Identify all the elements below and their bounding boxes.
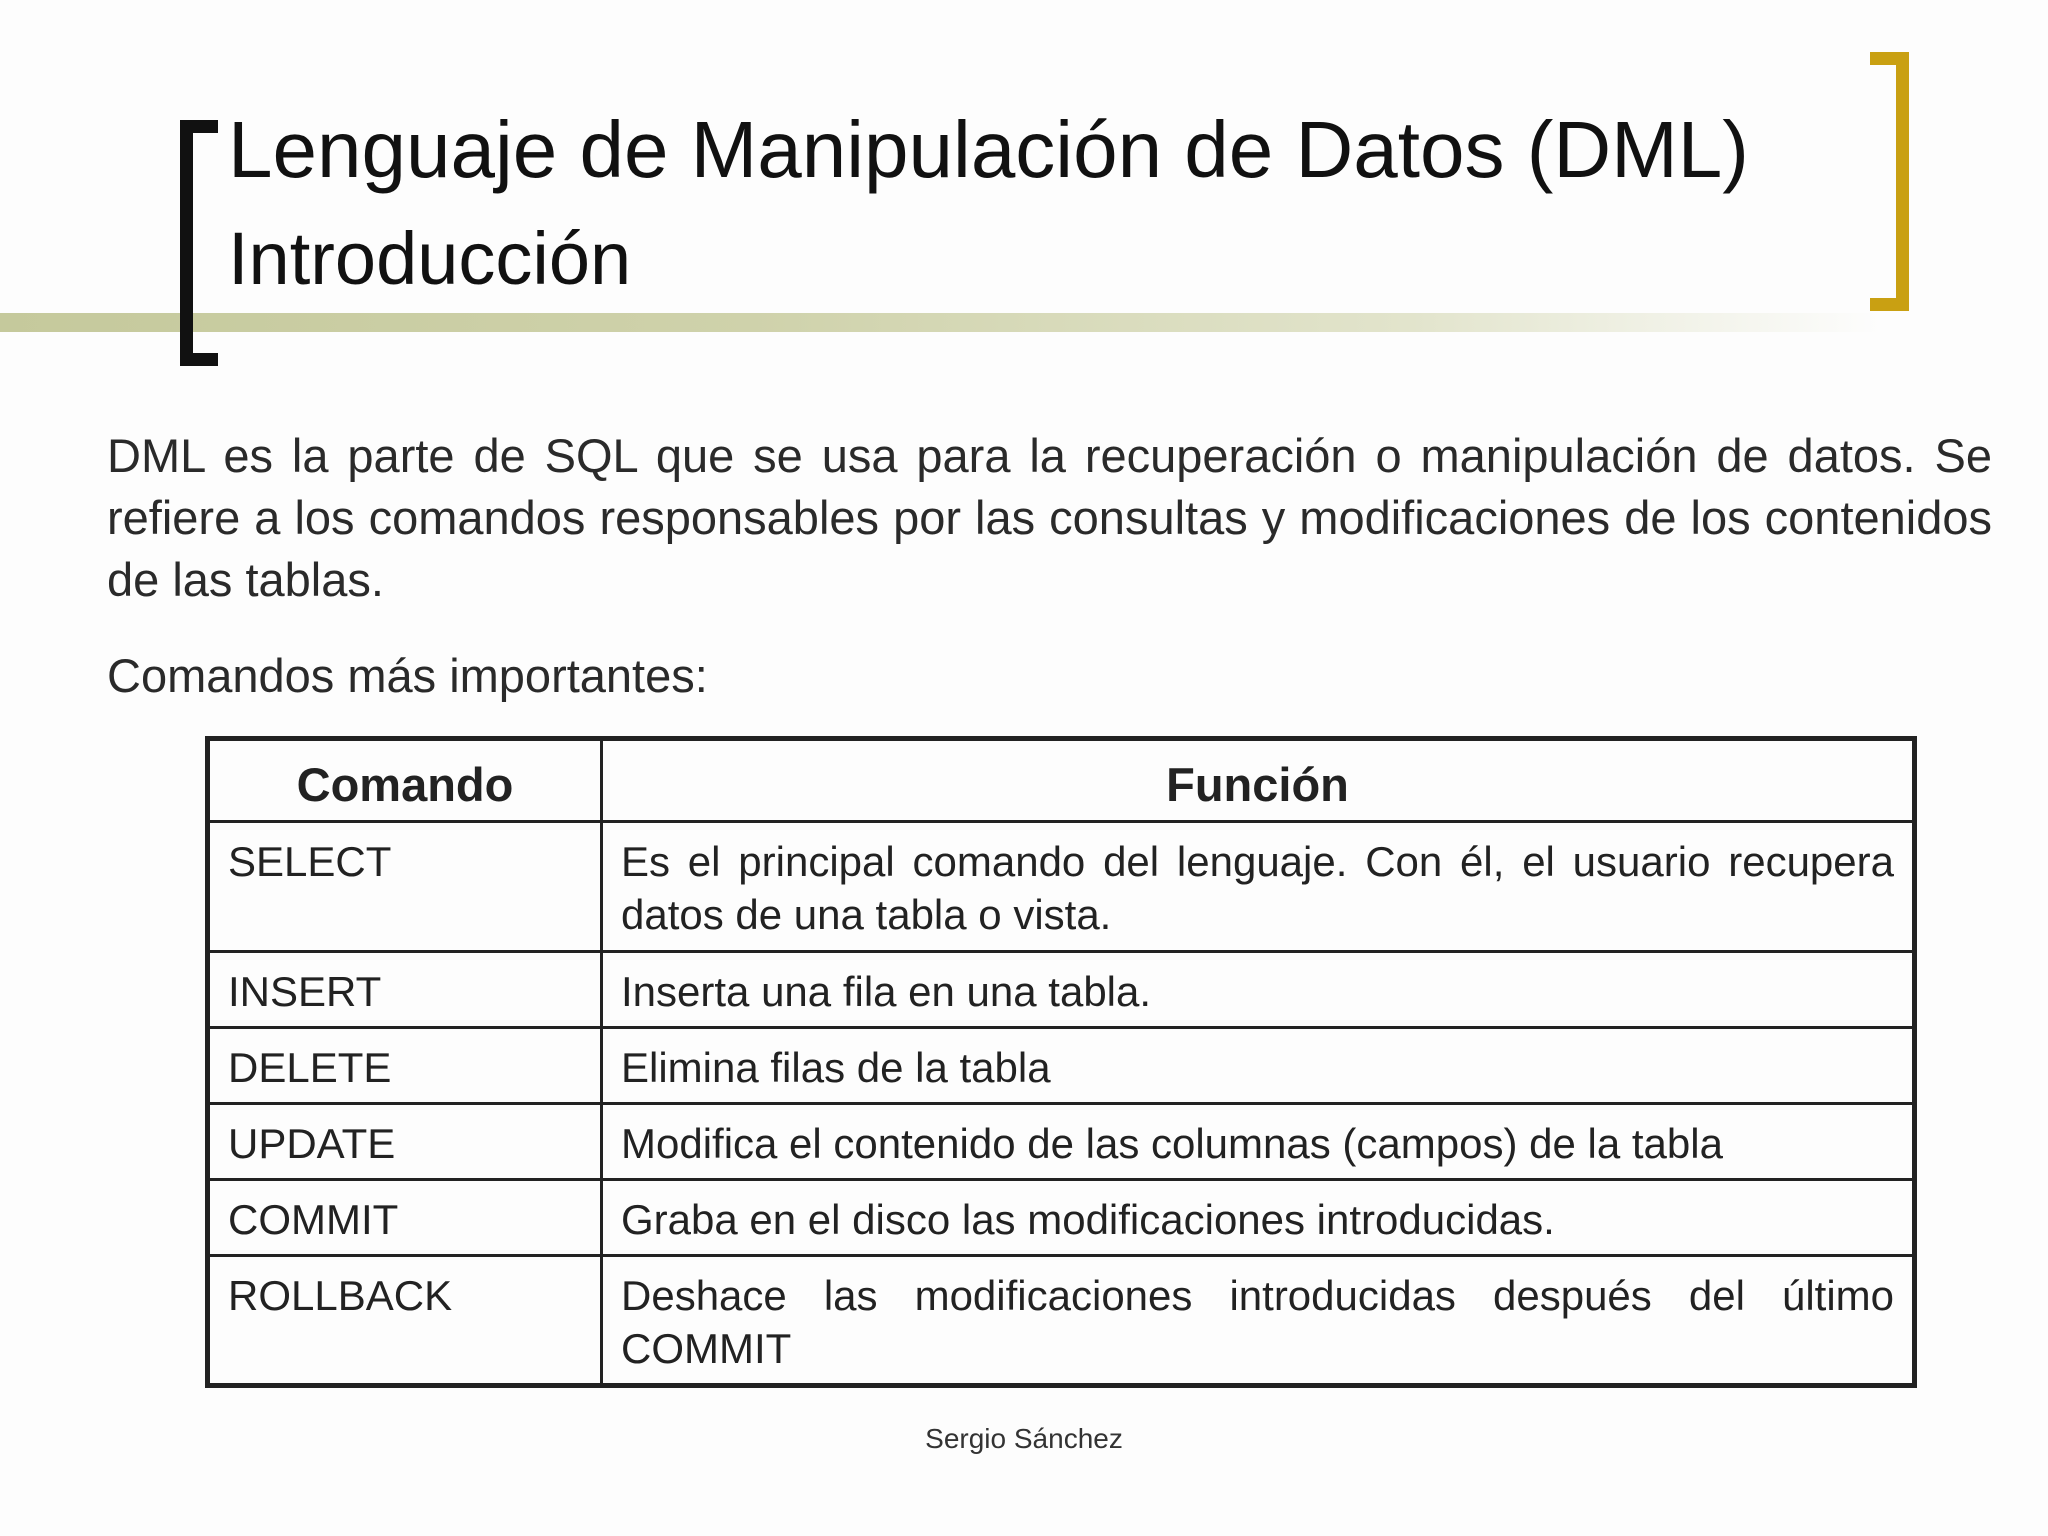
command-cell: DELETE [208, 1028, 602, 1104]
table-row [208, 1256, 1915, 1386]
function-cell: Graba en el disco las modificaciones introducidas. [602, 1180, 1915, 1256]
function-cell: Elimina filas de la tabla [602, 1028, 1915, 1104]
table-row [208, 822, 1915, 952]
slide-footer-author: Sergio Sánchez [925, 1423, 1123, 1454]
command-cell: INSERT [208, 952, 602, 1028]
left-bracket-decoration [180, 120, 218, 366]
slide-subtitle: Introducción [228, 217, 632, 300]
function-cell: Deshace las modificaciones introducidas después del último COMMIT [602, 1256, 1915, 1386]
command-cell: ROLLBACK [208, 1256, 602, 1386]
function-cell: Es el principal comando del lenguaje. Con él, el usuario recupera datos de una tabla o vista. [602, 822, 1915, 952]
commands-heading: Comandos más importantes: [107, 649, 708, 702]
header-function: Función [602, 739, 1915, 822]
command-cell: UPDATE [208, 1104, 602, 1180]
title-divider [0, 313, 1880, 332]
command-cell: COMMIT [208, 1180, 602, 1256]
intro-paragraph: DML es la parte de SQL que se usa para la recuperación o manipulación de datos. Se refiere a los comandos responsables por las consultas y modificaciones de los contenidos de las tablas. [107, 429, 1992, 606]
header-command: Comando [208, 739, 602, 822]
right-bracket-decoration [1870, 52, 1909, 311]
table-row [208, 1028, 1915, 1104]
table-row [208, 1104, 1915, 1180]
function-cell: Inserta una fila en una tabla. [602, 952, 1915, 1028]
commands-table [205, 736, 1917, 1388]
table-row [208, 952, 1915, 1028]
table-row [208, 1180, 1915, 1256]
command-cell: SELECT [208, 822, 602, 952]
table-header-row [208, 739, 1915, 822]
function-cell: Modifica el contenido de las columnas (campos) de la tabla [602, 1104, 1915, 1180]
slide-title: Lenguaje de Manipulación de Datos (DML) [228, 105, 1749, 194]
